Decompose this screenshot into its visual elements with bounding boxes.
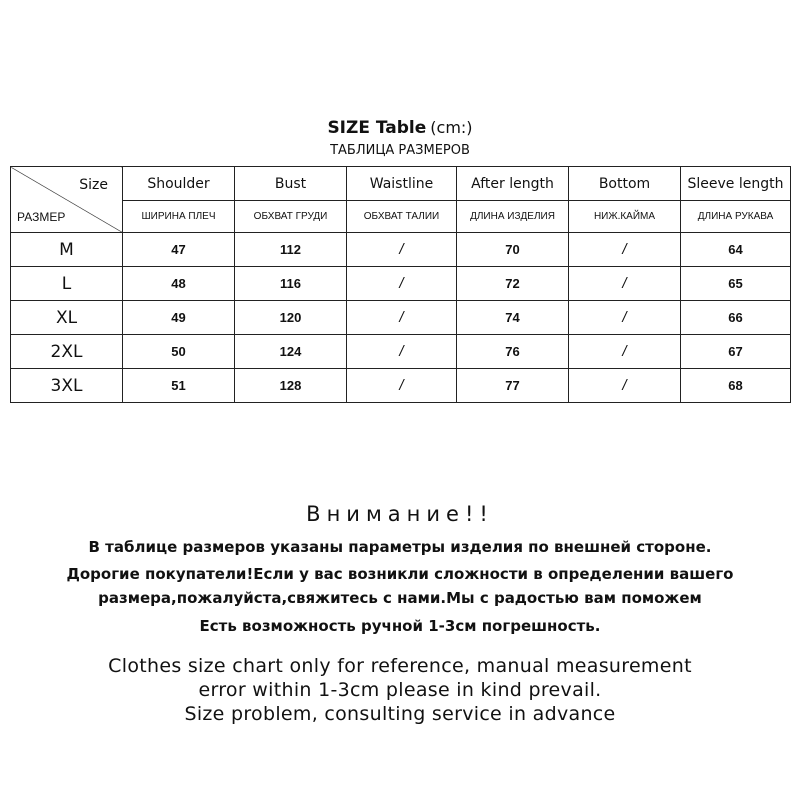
- table-cell: /: [569, 233, 681, 267]
- table-title-unit: (cm:): [430, 118, 473, 137]
- column-header-bust: Bust: [235, 167, 347, 201]
- size-cell: 2XL: [11, 335, 123, 369]
- table-cell: /: [347, 267, 457, 301]
- table-cell: /: [569, 267, 681, 301]
- table-cell: 51: [123, 369, 235, 403]
- table-cell: 112: [235, 233, 347, 267]
- table-corner-cell: [11, 167, 123, 233]
- table-cell: 48: [123, 267, 235, 301]
- title-block: [0, 116, 800, 161]
- table-cell: /: [569, 335, 681, 369]
- table-cell: 67: [681, 335, 791, 369]
- size-cell: L: [11, 267, 123, 301]
- notice-en-line: error within 1-3cm please in kind prevail.: [198, 679, 602, 701]
- notice-heading: Внимание!!: [306, 502, 494, 526]
- table-row: [11, 267, 791, 301]
- table-title: [0, 116, 800, 140]
- notice-ru-line: Дорогие покупатели!Если у вас возникли сложности в определении вашего: [66, 565, 734, 583]
- table-cell: 120: [235, 301, 347, 335]
- table-cell: /: [569, 369, 681, 403]
- column-subheader-sleeve-length: ДЛИНА РУКАВА: [681, 201, 791, 233]
- table-cell: /: [347, 369, 457, 403]
- table-cell: 66: [681, 301, 791, 335]
- table-header-row: [11, 167, 791, 201]
- table-cell: 49: [123, 301, 235, 335]
- table-cell: /: [569, 301, 681, 335]
- table-cell: /: [347, 335, 457, 369]
- table-title-main: SIZE Table: [327, 118, 427, 138]
- table-row: [11, 301, 791, 335]
- table-row: [11, 233, 791, 267]
- table-cell: 128: [235, 369, 347, 403]
- corner-size-label-ru: РАЗМЕР: [17, 210, 66, 224]
- size-table: [10, 166, 791, 403]
- table-cell: 76: [457, 335, 569, 369]
- column-subheader-after-length: ДЛИНА ИЗДЕЛИЯ: [457, 201, 569, 233]
- table-cell: 72: [457, 267, 569, 301]
- column-subheader-bust: ОБХВАТ ГРУДИ: [235, 201, 347, 233]
- column-subheader-shoulder: ШИРИНА ПЛЕЧ: [123, 201, 235, 233]
- column-header-after-length: After length: [457, 167, 569, 201]
- size-cell: 3XL: [11, 369, 123, 403]
- table-cell: 64: [681, 233, 791, 267]
- column-subheader-waistline: ОБХВАТ ТАЛИИ: [347, 201, 457, 233]
- column-header-sleeve-length: Sleeve length: [681, 167, 791, 201]
- table-cell: 70: [457, 233, 569, 267]
- table-cell: 50: [123, 335, 235, 369]
- notice-ru-line: В таблице размеров указаны параметры изделия по внешней стороне.: [88, 538, 712, 556]
- table-cell: 65: [681, 267, 791, 301]
- notice-en-line: Size problem, consulting service in advance: [184, 703, 616, 725]
- table-subtitle: ТАБЛИЦА РАЗМЕРОВ: [330, 143, 470, 158]
- table-cell: 124: [235, 335, 347, 369]
- column-header-waistline: Waistline: [347, 167, 457, 201]
- table-row: [11, 369, 791, 403]
- notice-ru-line: Есть возможность ручной 1-3см погрешность.: [199, 617, 601, 635]
- table-row: [11, 335, 791, 369]
- size-cell: M: [11, 233, 123, 267]
- table-cell: /: [347, 233, 457, 267]
- corner-size-label: Size: [79, 177, 108, 193]
- column-header-bottom: Bottom: [569, 167, 681, 201]
- table-cell: /: [347, 301, 457, 335]
- table-subheader-row: [11, 201, 791, 233]
- table-cell: 77: [457, 369, 569, 403]
- table-cell: 68: [681, 369, 791, 403]
- notice-en-line: Clothes size chart only for reference, manual measurement: [108, 655, 692, 677]
- table-cell: 74: [457, 301, 569, 335]
- notice-ru-line: размера,пожалуйста,свяжитесь с нами.Мы с радостью вам поможем: [98, 589, 702, 607]
- table-cell: 116: [235, 267, 347, 301]
- column-header-shoulder: Shoulder: [123, 167, 235, 201]
- column-subheader-bottom: НИЖ.КАЙМА: [569, 201, 681, 233]
- table-cell: 47: [123, 233, 235, 267]
- size-cell: XL: [11, 301, 123, 335]
